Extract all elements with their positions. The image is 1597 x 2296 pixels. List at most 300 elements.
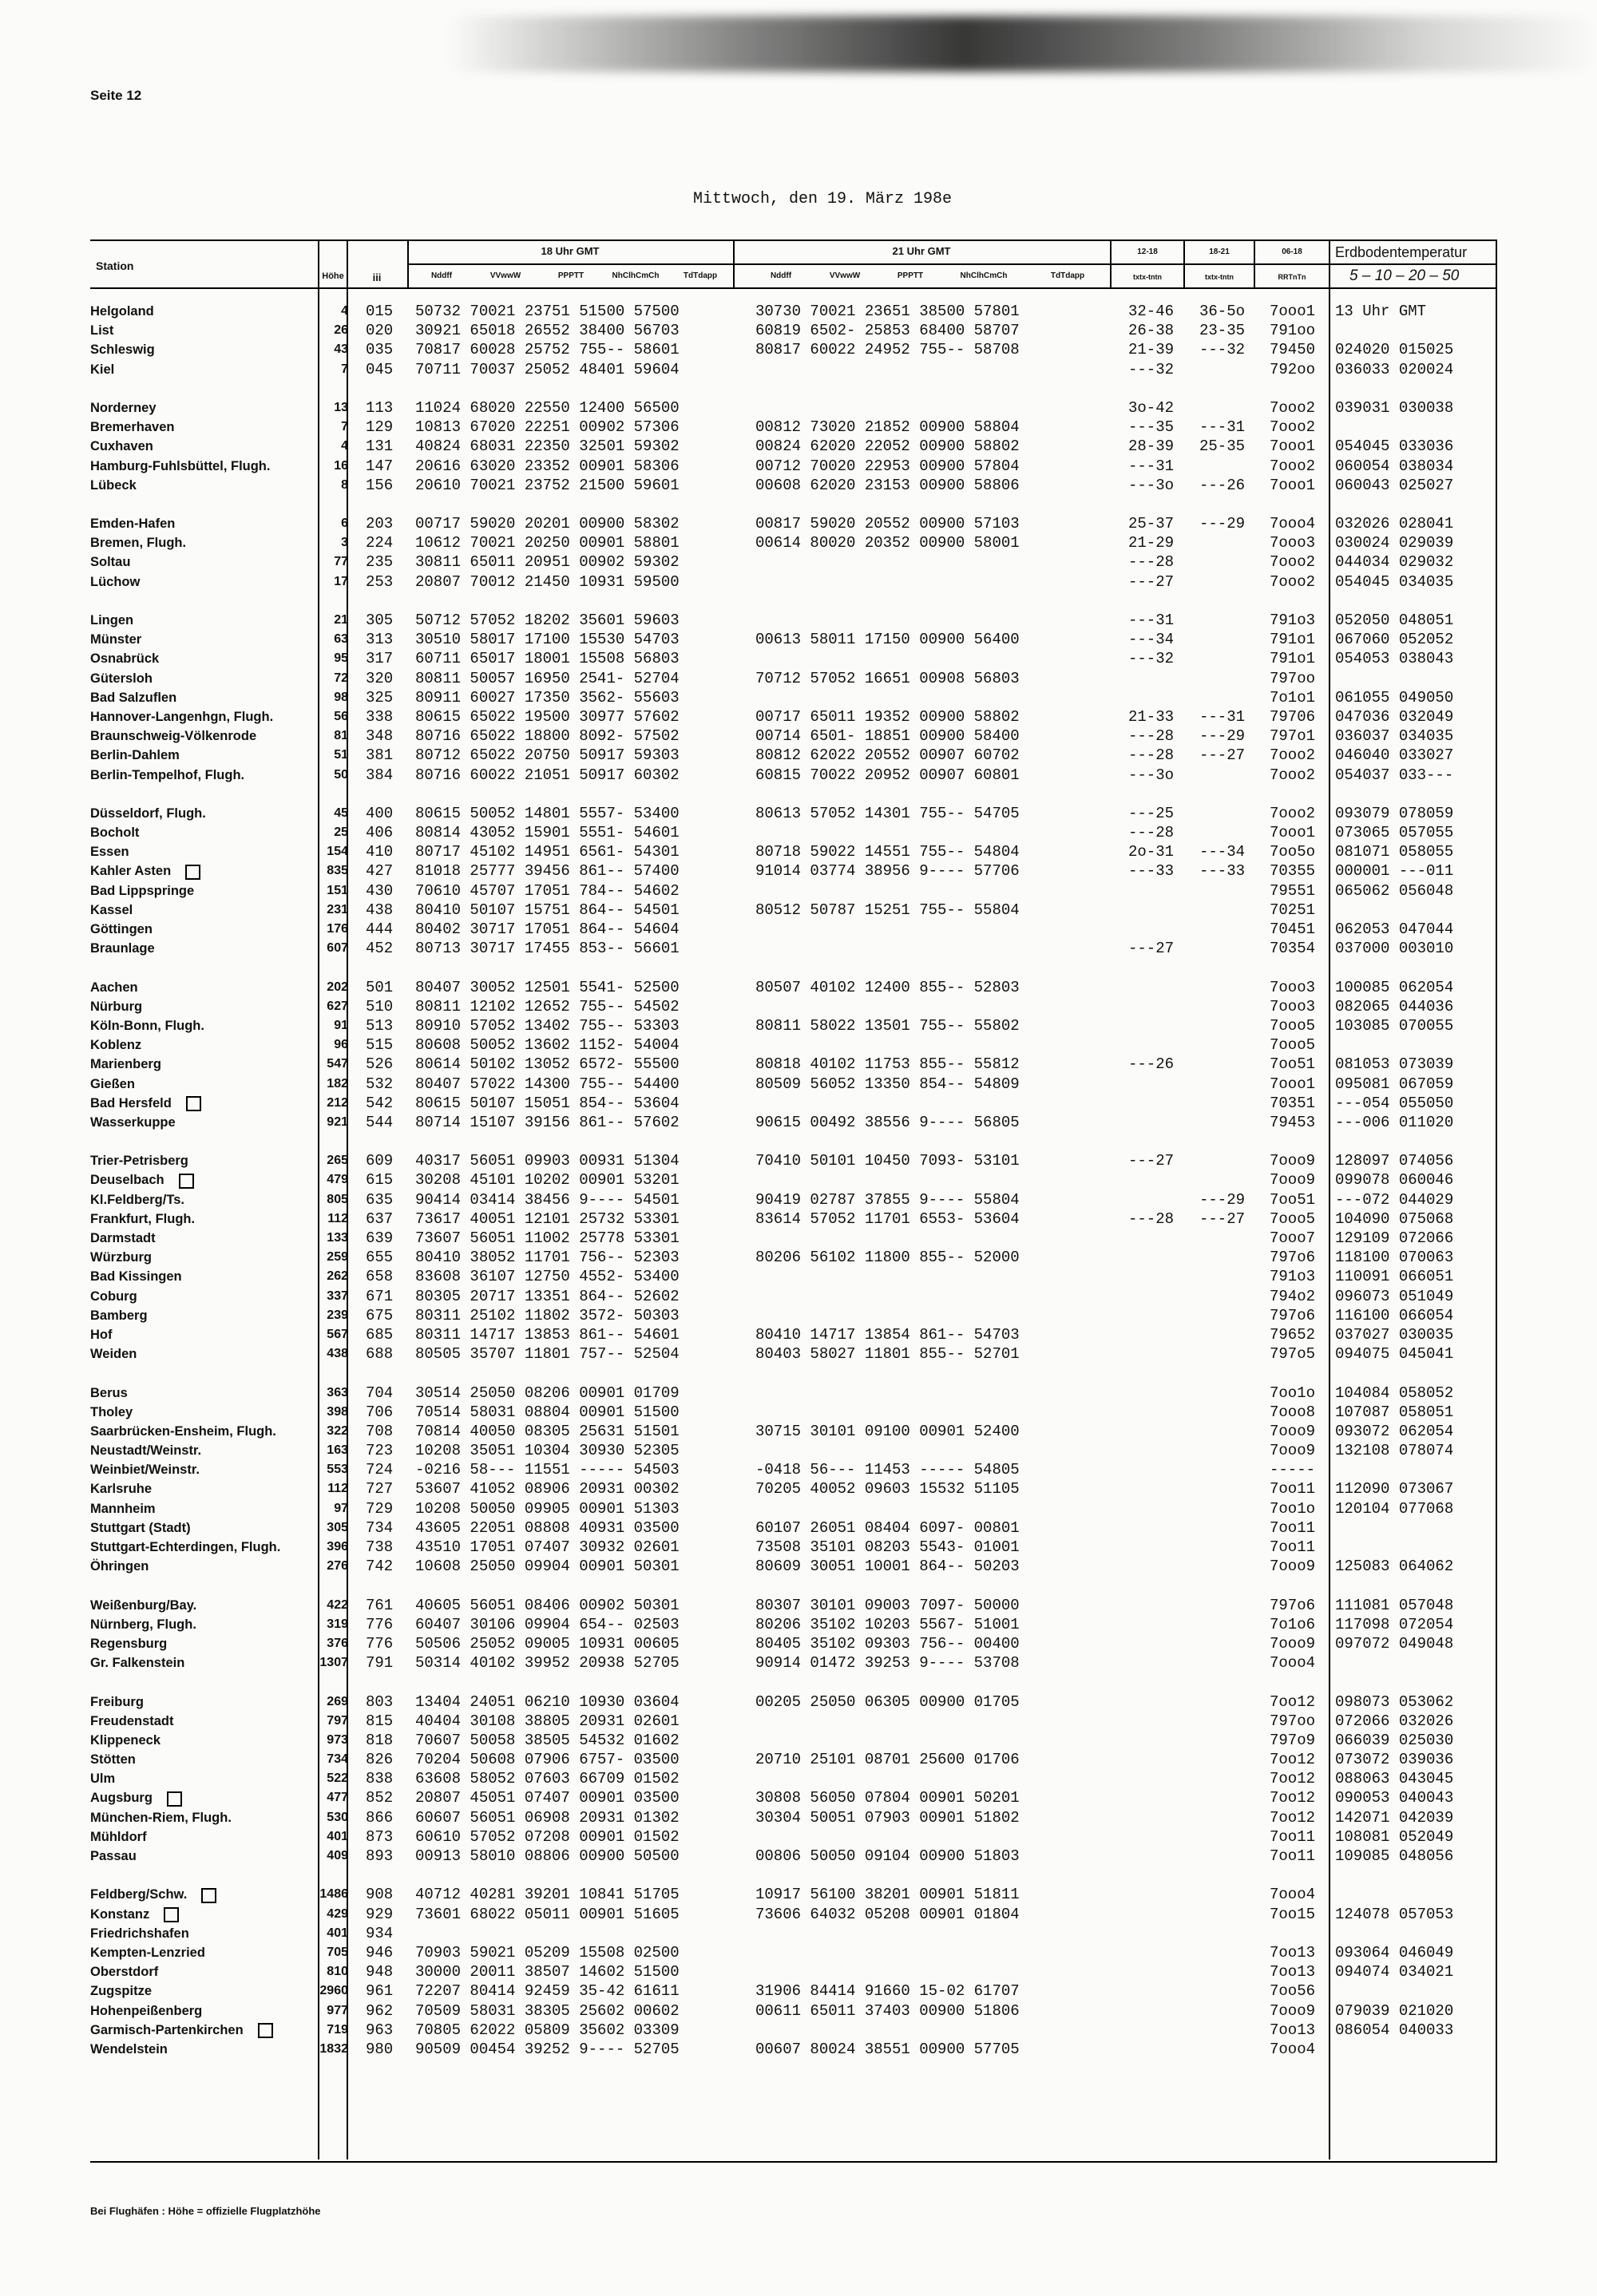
temp-range-12-18	[1128, 997, 1174, 1016]
erdboden-temp	[1335, 321, 1453, 340]
station-hoehe: 81	[334, 729, 348, 743]
rr-tntn: 797o6	[1270, 1249, 1316, 1267]
station-name	[90, 2001, 330, 2021]
obs-18-gmt: 70903 59021 05209 15508 02500	[415, 1943, 680, 1961]
station-name	[90, 901, 330, 920]
obs-18-gmt	[415, 1924, 680, 1943]
station-hoehe: 45	[334, 806, 348, 820]
obs-21-gmt: 10917 56100 38201 00901 51811	[755, 1886, 1020, 1904]
rr-tntn: 7ooo8	[1270, 1403, 1316, 1421]
obs-18-gmt: 80713 30717 17455 853-- 56601	[415, 940, 680, 958]
station-iii: 609	[366, 1152, 394, 1170]
station-name	[90, 340, 330, 359]
obs-21-gmt: 80817 60022 24952 755-- 58708	[755, 341, 1020, 359]
temp-range-18-21	[1199, 804, 1245, 823]
obs-18-gmt: 30000 20011 38507 14602 51500	[415, 1963, 680, 1981]
station-iii: 738	[366, 1538, 394, 1556]
obs-18-gmt: 60407 30106 09904 654-- 02503	[415, 1615, 680, 1633]
station-hoehe: 522	[327, 1771, 348, 1786]
obs-21-gmt	[755, 552, 1020, 572]
station-label: Bocholt	[90, 825, 140, 841]
station-hoehe	[319, 1673, 348, 1692]
group-21-column	[755, 302, 1020, 2059]
header-g2-col: TdTdapp	[1050, 271, 1085, 280]
rr-tntn: 7ooo2	[1270, 746, 1316, 765]
header-g2-col: NhClhCmCh	[960, 271, 1008, 280]
temp-range-18-21	[1199, 881, 1245, 901]
station-iii	[366, 379, 393, 398]
erdboden-temp: 079039 021020	[1335, 2001, 1454, 2020]
station-name	[90, 533, 330, 552]
obs-18-gmt: 70817 60028 25752 755-- 58601	[415, 341, 680, 359]
station-hoehe: 276	[327, 1559, 348, 1574]
rr-tntn: 7oo56	[1270, 1982, 1316, 2001]
temp-range-12-18	[1128, 1673, 1174, 1692]
header-range: 06-18	[1282, 247, 1302, 256]
obs-21-gmt	[755, 958, 1020, 977]
header-g2-col: Nddff	[770, 271, 792, 280]
obs-18-gmt: 10608 25050 09904 00901 50301	[415, 1558, 680, 1576]
station-label: Kempten-Lenzried	[90, 1945, 205, 1960]
obs-21-gmt: 70712 57052 16651 00908 56803	[755, 669, 1020, 687]
rr-tntn: 791o1	[1270, 631, 1316, 649]
station-name	[90, 1384, 330, 1403]
temp-range-12-18: 28-39	[1128, 437, 1175, 456]
obs-18-gmt	[415, 1576, 680, 1595]
rr-tntn	[1270, 1364, 1315, 1383]
station-label: Gütersloh	[90, 671, 153, 686]
temp-range-12-18: ---28	[1128, 1209, 1175, 1228]
temp-range-18-21: ---27	[1199, 746, 1246, 765]
obs-18-gmt: 70711 70037 25052 48401 59604	[415, 360, 680, 378]
temp-range-12-18: 25-37	[1128, 515, 1175, 533]
temp-range-12-18: 32-46	[1128, 303, 1175, 320]
station-label: Bad Salzuflen	[90, 690, 177, 705]
temp-range-18-21	[1199, 1094, 1245, 1113]
temp-range-18-21	[1199, 1479, 1245, 1498]
header-range: 18-21	[1209, 247, 1230, 256]
temp-range-18-21	[1199, 920, 1245, 939]
station-name	[90, 1905, 330, 1924]
erdboden-temp: 104084 058052	[1335, 1384, 1454, 1402]
obs-18-gmt: 63608 58052 07603 66709 01502	[415, 1770, 680, 1788]
obs-18-gmt: 73607 56051 11002 25778 53301	[415, 1229, 680, 1247]
rr-tntn	[1270, 958, 1315, 977]
station-hoehe: 4	[341, 304, 348, 318]
erdboden-temp	[1335, 418, 1453, 437]
temp-range-18-21	[1199, 1170, 1245, 1190]
station-label: Bad Kissingen	[90, 1269, 182, 1285]
temp-range-18-21	[1199, 1962, 1245, 1981]
obs-18-gmt: 60610 57052 07208 00901 01502	[415, 1827, 680, 1846]
temp-range-12-18: ---32	[1128, 360, 1175, 378]
temp-range-12-18	[1128, 1596, 1174, 1615]
station-hoehe: 133	[327, 1231, 348, 1245]
temp-range-12-18	[1128, 1479, 1174, 1498]
station-hoehe	[319, 958, 348, 977]
station-name	[90, 1094, 330, 1113]
obs-18-gmt: 43510 17051 07407 30932 02601	[415, 1538, 680, 1556]
station-name	[90, 1712, 330, 1731]
station-hoehe: 13	[334, 400, 348, 414]
rr-tntn: 7ooo9	[1270, 1442, 1316, 1460]
obs-21-gmt	[755, 1924, 1020, 1943]
obs-21-gmt: 80512 50787 15251 755-- 55804	[755, 901, 1020, 919]
temp-range-12-18: ---3o	[1128, 476, 1175, 494]
obs-18-gmt: 30921 65018 26552 38400 56703	[415, 322, 680, 340]
rr-tntn: 70354	[1270, 940, 1316, 958]
temp-range-12-18	[1128, 1016, 1174, 1035]
station-name	[90, 592, 330, 611]
station-name	[90, 1287, 330, 1306]
temp-range-12-18	[1128, 1750, 1174, 1769]
station-iii: 156	[366, 476, 394, 494]
obs-21-gmt	[755, 920, 1020, 939]
station-iii: 893	[366, 1847, 394, 1865]
temp-range-18-21	[1199, 2040, 1245, 2059]
temp-range-12-18	[1128, 1170, 1174, 1190]
temp-range-18-21	[1199, 1287, 1245, 1306]
station-name	[90, 437, 330, 456]
station-iii: 427	[366, 862, 394, 881]
station-label: Frankfurt, Flugh.	[90, 1211, 196, 1226]
station-name	[90, 398, 330, 418]
station-iii: 723	[366, 1442, 394, 1460]
obs-21-gmt	[755, 2021, 1020, 2040]
station-iii	[366, 1673, 393, 1692]
obs-21-gmt: 00806 50050 09104 00900 51803	[755, 1847, 1020, 1865]
rr-tntn: -----	[1270, 1461, 1316, 1479]
station-iii: 526	[366, 1055, 394, 1074]
obs-18-gmt: 20807 70012 21450 10931 59500	[415, 572, 680, 591]
station-hoehe: 8	[341, 477, 348, 492]
obs-21-gmt: 60815 70022 20952 00907 60801	[755, 766, 1020, 784]
station-label: Norderney	[90, 400, 157, 415]
temp-range-18-21	[1199, 1596, 1245, 1615]
station-iii: 305	[366, 612, 394, 629]
temp-range-18-21	[1199, 1885, 1245, 1904]
temp-range-18-21	[1199, 1827, 1245, 1847]
rr-tntn: 7ooo5	[1270, 1209, 1316, 1228]
station-name	[90, 2021, 330, 2040]
header-g1-col: Nddff	[430, 271, 453, 280]
station-label: Garmisch-Partenkirchen	[90, 2022, 244, 2037]
temp-range-12-18: 2o-31	[1128, 843, 1175, 861]
temp-range-18-21	[1199, 766, 1245, 785]
temp-range-18-21	[1199, 823, 1245, 842]
obs-21-gmt: 80509 56052 13350 854-- 54809	[755, 1075, 1020, 1093]
station-iii	[366, 592, 393, 611]
erdboden-temp: 065062 056048	[1335, 881, 1454, 900]
station-iii: 544	[366, 1113, 394, 1131]
temp-range-18-21	[1199, 1016, 1245, 1035]
obs-18-gmt: 80716 65022 18800 8092- 57502	[415, 727, 680, 746]
obs-21-gmt	[755, 881, 1020, 901]
obs-21-gmt: 90914 01472 39253 9---- 53708	[755, 1654, 1020, 1673]
erdboden-temp: 081071 058055	[1335, 843, 1454, 861]
rr-tntn: 7oo13	[1270, 1963, 1316, 1981]
temp-range-12-18: ---28	[1128, 746, 1175, 765]
temp-range-18-21	[1199, 1692, 1245, 1712]
obs-18-gmt: 40712 40281 39201 10841 51705	[415, 1886, 680, 1904]
rr-tntn: 7ooo2	[1270, 553, 1316, 572]
station-hoehe: 91	[334, 1018, 348, 1032]
station-name	[90, 958, 330, 977]
rr-tntn: 70251	[1270, 901, 1316, 919]
erdboden-temp: 054053 038043	[1335, 650, 1454, 668]
rr-tntn: 7ooo4	[1270, 1654, 1316, 1673]
station-hoehe: 797	[327, 1713, 348, 1728]
temp-range-18-21	[1199, 1847, 1245, 1866]
temp-range-18-21	[1199, 1441, 1245, 1460]
temp-range-12-18	[1128, 1460, 1174, 1479]
station-name	[90, 669, 330, 688]
obs-18-gmt: 73601 68022 05011 00901 51605	[415, 1905, 680, 1923]
station-hoehe: 2960	[319, 1984, 348, 1998]
erdboden-temp: 142071 042039	[1335, 1808, 1454, 1827]
station-iii: 734	[366, 1518, 394, 1537]
divider-erd	[1329, 239, 1330, 2159]
station-label: Konstanz	[90, 1906, 150, 1922]
station-iii: 838	[366, 1770, 394, 1788]
temp-range-18-21	[1199, 2001, 1245, 2021]
station-name	[90, 1344, 330, 1364]
header-g1-col: PPPTT	[557, 271, 585, 280]
rr-tntn: 7ooo3	[1270, 534, 1316, 552]
obs-21-gmt	[755, 1384, 1020, 1403]
rr-tntn: 7oo12	[1270, 1692, 1316, 1711]
erdboden-temp	[1335, 1981, 1453, 2001]
rr-tntn: 7ooo9	[1270, 1634, 1316, 1653]
obs-21-gmt	[755, 997, 1020, 1016]
rr-tntn: 7oo51	[1270, 1190, 1316, 1209]
rr-tntn: 79551	[1270, 881, 1316, 900]
station-iii	[366, 958, 393, 977]
rr-tntn: 70451	[1270, 920, 1316, 938]
obs-21-gmt: 00817 59020 20552 00900 57103	[755, 515, 1020, 533]
obs-18-gmt: 80714 15107 39156 861-- 57602	[415, 1113, 680, 1131]
station-iii: 688	[366, 1345, 394, 1364]
station-hoehe	[319, 1132, 348, 1151]
erdboden-temp: 054045 033036	[1335, 437, 1454, 456]
station-name	[90, 766, 330, 785]
group-18-column	[415, 302, 680, 2059]
temp-range-18-21	[1199, 1557, 1245, 1576]
station-iii: 131	[366, 437, 394, 456]
erdboden-temp: 036033 020024	[1335, 360, 1454, 378]
temp-range-18-21	[1199, 785, 1245, 804]
erdboden-temp: 044034 029032	[1335, 553, 1454, 572]
station-label: Zugspitze	[90, 1984, 152, 1999]
temp-range-18-21	[1199, 1344, 1245, 1364]
erdboden-temp: 093079 078059	[1335, 804, 1454, 822]
temp-range-12-18: ---31	[1128, 612, 1175, 629]
station-label: Soltau	[90, 555, 131, 570]
obs-21-gmt: 80613 57052 14301 755-- 54705	[755, 804, 1020, 822]
obs-18-gmt: -0216 58--- 11551 ----- 54503	[415, 1461, 680, 1479]
erdboden-temp: 037027 030035	[1335, 1325, 1454, 1344]
temp-range-18-21	[1199, 1248, 1245, 1267]
temp-range-12-18	[1128, 1962, 1174, 1981]
station-hoehe: 63	[334, 632, 348, 647]
erdboden-temp: 13 Uhr GMT	[1335, 303, 1427, 320]
header-mid-line	[407, 263, 1329, 265]
obs-21-gmt	[755, 1170, 1020, 1190]
station-hoehe: 154	[327, 845, 348, 859]
station-iii: 639	[366, 1229, 394, 1247]
erdboden-temp: 090053 040043	[1335, 1789, 1454, 1807]
temp-range-12-18: ---28	[1128, 824, 1175, 842]
station-hoehe: 176	[327, 922, 348, 936]
erdboden-temp	[1335, 1518, 1453, 1538]
station-label: Weiden	[90, 1347, 137, 1362]
temp-range-12-18: ---31	[1128, 457, 1175, 475]
station-hoehe: 4	[341, 439, 348, 453]
station-label: Weißenburg/Bay.	[90, 1597, 197, 1613]
temp-range-18-21: 25-35	[1199, 437, 1246, 456]
erdboden-temp: 103085 070055	[1335, 1016, 1454, 1035]
header-g1-col: TdTdapp	[683, 271, 718, 280]
station-name	[90, 1615, 330, 1634]
station-iii: 452	[366, 940, 394, 958]
obs-18-gmt: 80410 50107 15751 864-- 54501	[415, 901, 680, 919]
rr-tntn: 7ooo5	[1270, 1036, 1316, 1055]
erdboden-temp	[1335, 2040, 1453, 2059]
rr-tntn: 7o1o1	[1270, 688, 1316, 707]
rr-tntn: 7ooo9	[1270, 1422, 1316, 1440]
station-label: Kl.Feldberg/Ts.	[90, 1192, 184, 1207]
temp-range-12-18: ---27	[1128, 1152, 1175, 1170]
temp-range-18-21	[1199, 1981, 1245, 2001]
station-name	[90, 1924, 330, 1943]
obs-18-gmt: 70509 58031 38305 25602 00602	[415, 2001, 680, 2020]
station-label: Emden-Hafen	[90, 517, 176, 532]
header-g1-col: VVwwW	[489, 271, 521, 280]
station-name	[90, 1634, 330, 1653]
station-iii: 866	[366, 1808, 394, 1827]
obs-18-gmt: 80608 50052 13602 1152- 54004	[415, 1036, 680, 1055]
obs-18-gmt: 80615 50052 14801 5557- 53400	[415, 804, 680, 822]
temp-range-18-21: ---31	[1199, 707, 1246, 726]
obs-21-gmt	[755, 1094, 1020, 1113]
erdboden-temp: 082065 044036	[1335, 997, 1454, 1015]
station-label: Stötten	[90, 1752, 136, 1768]
temp-range-18-21: ---29	[1199, 515, 1246, 533]
station-iii: 742	[366, 1558, 394, 1576]
obs-18-gmt	[415, 1364, 680, 1383]
rr-tntn: 7oo11	[1270, 1518, 1316, 1537]
obs-21-gmt	[755, 785, 1020, 804]
obs-18-gmt	[415, 958, 680, 977]
station-iii: 776	[366, 1615, 394, 1633]
obs-21-gmt: 00205 25050 06305 00900 01705	[755, 1692, 1020, 1711]
temp-range-18-21	[1199, 2021, 1245, 2040]
temp-range-12-18: 3o-42	[1128, 398, 1175, 417]
station-label: Gießen	[90, 1076, 135, 1091]
station-label: Bremerhaven	[90, 420, 175, 435]
station-name	[90, 1479, 330, 1498]
station-name	[90, 1016, 330, 1035]
temp-range-18-21	[1199, 360, 1245, 379]
obs-21-gmt	[755, 1306, 1020, 1325]
rr-tntn: 7oo11	[1270, 1538, 1316, 1556]
obs-21-gmt: 80818 40102 11753 855-- 55812	[755, 1055, 1020, 1074]
station-name	[90, 1306, 330, 1325]
station-label: Deuselbach	[90, 1173, 164, 1188]
mountain-station-marker-icon	[164, 1907, 179, 1922]
station-hoehe: 239	[327, 1308, 348, 1322]
rr-tntn: 79652	[1270, 1325, 1316, 1344]
temp-range-18-21	[1199, 1229, 1245, 1248]
erdboden-temp: 081053 073039	[1335, 1055, 1454, 1074]
station-name	[90, 842, 330, 861]
temp-range-18-21: ---33	[1199, 862, 1246, 881]
erdboden-temp: 100085 062054	[1335, 978, 1454, 996]
station-hoehe: 25	[334, 825, 348, 840]
station-name	[90, 1653, 330, 1673]
temp-range-12-18	[1128, 1731, 1174, 1750]
rr-tntn: 7oo51	[1270, 1055, 1316, 1074]
header-range: 12-18	[1137, 247, 1158, 256]
station-name	[90, 1692, 330, 1712]
station-hoehe: 95	[334, 651, 348, 666]
obs-21-gmt	[755, 592, 1020, 611]
rr-tntn: 7oo11	[1270, 1847, 1316, 1865]
obs-18-gmt: 80910 57052 13402 755-- 53303	[415, 1016, 680, 1035]
temp-range-12-18	[1128, 1248, 1174, 1267]
temp-range-18-21	[1199, 1384, 1245, 1403]
station-name	[90, 1769, 330, 1788]
station-iii: 729	[366, 1499, 394, 1518]
obs-21-gmt: 60107 26051 08404 6097- 00801	[755, 1518, 1020, 1537]
station-hoehe: 265	[327, 1154, 348, 1168]
erdboden-column	[1335, 302, 1453, 2059]
erdboden-temp: 097072 049048	[1335, 1634, 1454, 1653]
temp-range-12-18: ---35	[1128, 418, 1175, 437]
rr-tntn: 7oo15	[1270, 1905, 1316, 1923]
station-iii: 147	[366, 457, 394, 475]
station-label: Friedrichshafen	[90, 1926, 189, 1941]
obs-21-gmt: 00608 62020 23153 00900 58806	[755, 476, 1020, 494]
temp-range-12-18	[1128, 1441, 1174, 1460]
temp-range-12-18: ---3o	[1128, 766, 1175, 784]
station-hoehe: 6	[341, 517, 348, 531]
obs-18-gmt: 80615 65022 19500 30977 57602	[415, 707, 680, 726]
obs-21-gmt	[755, 1441, 1020, 1460]
station-name	[90, 1113, 330, 1132]
temp-range-18-21	[1199, 1712, 1245, 1731]
obs-18-gmt: 40404 30108 38805 20931 02601	[415, 1712, 680, 1730]
obs-21-gmt: 00714 6501- 18851 00900 58400	[755, 727, 1020, 746]
station-hoehe: 973	[327, 1732, 348, 1747]
temp-range-18-21	[1199, 978, 1245, 997]
station-hoehe	[319, 1576, 348, 1595]
rr-tntn: 7oo12	[1270, 1789, 1316, 1807]
header-range-sub: txtx-tntn	[1205, 273, 1234, 281]
station-label: Aachen	[90, 980, 138, 995]
rr-tntn: 7ooo1	[1270, 476, 1316, 494]
station-iii: 761	[366, 1596, 394, 1614]
temp-range-18-21	[1199, 1035, 1245, 1055]
erdboden-temp	[1335, 785, 1453, 804]
station-iii: 637	[366, 1209, 394, 1228]
station-hoehe: 835	[327, 864, 348, 878]
station-label: Berlin-Dahlem	[90, 748, 180, 763]
temp-range-18-21	[1199, 649, 1245, 668]
rr-tntn	[1270, 495, 1315, 514]
erdboden-temp: 111081 057048	[1335, 1596, 1454, 1614]
temp-range-18-21	[1199, 1924, 1245, 1943]
